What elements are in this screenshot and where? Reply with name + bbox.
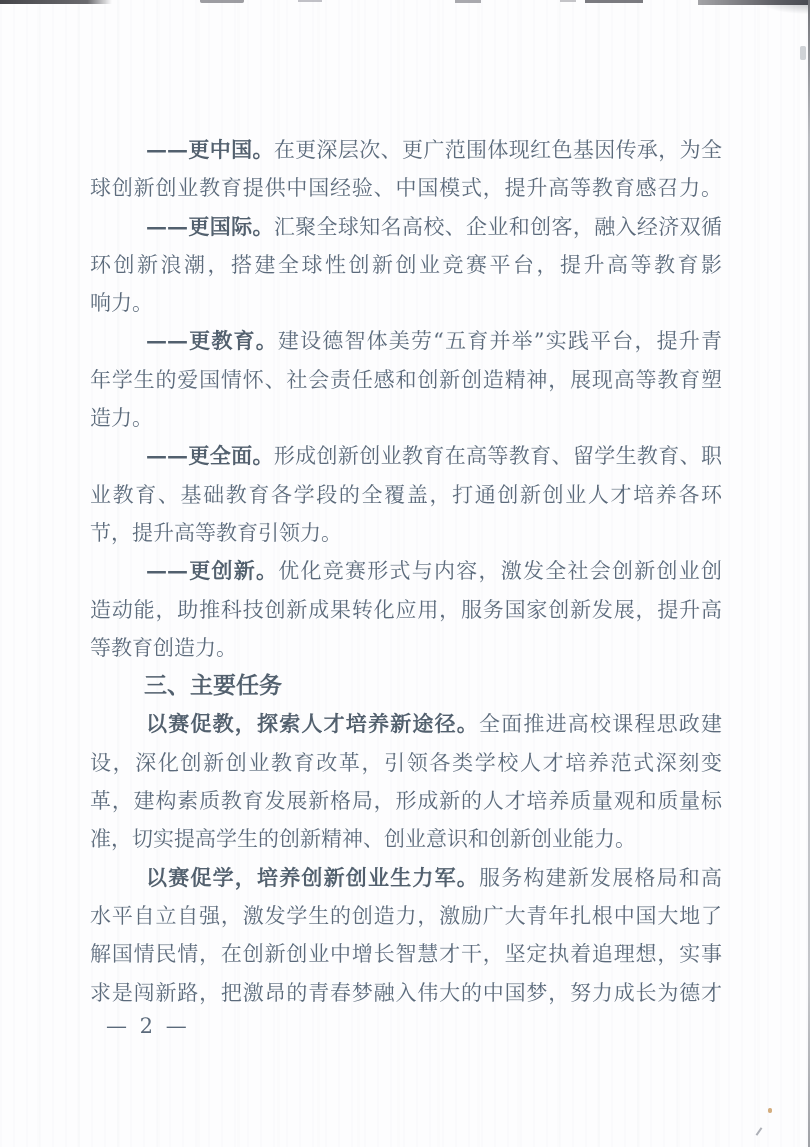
text-segment: 环创新浪潮，搭建全球性创新创业竞赛平台，提升高等教育影 (90, 252, 722, 277)
scan-artifact-top-mark (455, 0, 481, 3)
text-segment: ——更教育。 (146, 328, 278, 354)
text-line (90, 208, 722, 246)
scan-artifact-speck (768, 1108, 772, 1113)
text-line (90, 284, 722, 322)
text-segment: 求是闯新路，把激昂的青春梦融入伟大的中国梦，努力成长为德才 (90, 980, 722, 1005)
scan-artifact-right-mark (800, 46, 806, 60)
text-segment: ——更国际。 (146, 213, 274, 239)
text-segment: ——更创新。 (146, 558, 279, 584)
scan-artifact-top-left-bar (0, 0, 112, 4)
scan-artifact-top-mark (585, 0, 643, 3)
text-line (90, 705, 722, 743)
text-line (90, 131, 722, 169)
text-line (90, 859, 722, 897)
text-segment: 以赛促学，培养创新创业生力军。 (146, 864, 479, 890)
text-segment: 等教育创造力。 (90, 635, 237, 660)
text-segment: 以赛促教，探索人才培养新途径。 (146, 711, 479, 737)
text-line (90, 399, 722, 437)
text-segment: 服务构建新发展格局和高 (479, 865, 722, 890)
text-line (90, 591, 722, 629)
text-line (90, 437, 722, 475)
scan-artifact-top-mark (298, 0, 322, 2)
text-segment: 水平自立自强，激发学生的创造力，激励广大青年扎根中国大地了 (90, 903, 722, 928)
text-segment: 汇聚全球知名高校、企业和创客，融入经济双循 (273, 214, 722, 239)
text-segment: 三、主要任务 (144, 673, 282, 700)
text-segment: 形成创新创业教育在高等教育、留学生教育、职 (273, 444, 722, 469)
scan-artifact-top-right-bar (698, 0, 810, 5)
scan-artifact-speck (756, 1127, 763, 1136)
text-line (90, 169, 722, 207)
text-segment: 造力。 (90, 406, 153, 431)
text-segment: 解国情民情，在创新创业中增长智慧才干，坚定执着追理想，实事 (90, 942, 722, 967)
text-segment: 建设德智体美劳“五育并举”实践平台，提升青 (277, 329, 722, 354)
scan-artifact-top-mark (560, 0, 576, 2)
text-segment: 年学生的爱国情怀、社会责任感和创新创造精神，展现高等教育塑 (90, 367, 722, 392)
section-heading (90, 667, 722, 705)
text-line (90, 476, 722, 514)
text-line (90, 322, 722, 360)
text-line (90, 820, 722, 858)
scan-artifact-top-mark (200, 0, 244, 3)
text-segment: 节，提升高等教育引领力。 (90, 520, 342, 545)
text-segment: 革，建构素质教育发展新格局，形成新的人才培养质量观和质量标 (90, 789, 722, 814)
text-segment: 优化竞赛形式与内容，激发全社会创新创业创 (278, 559, 722, 584)
text-segment: 响力。 (90, 291, 153, 316)
scan-artifact-corner-smudge (758, 0, 810, 14)
text-segment: 球创新创业教育提供中国经验、中国模式，提升高等教育感召力。 (90, 176, 722, 201)
text-line (90, 246, 722, 284)
text-segment: 业教育、基础教育各学段的全覆盖，打通创新创业人才培养各环 (90, 482, 722, 507)
text-line (90, 897, 722, 935)
text-segment: ——更全面。 (146, 443, 274, 469)
document-text (90, 131, 722, 1012)
text-segment: 准，切实提高学生的创新精神、创业意识和创新创业能力。 (90, 827, 636, 852)
text-line (90, 629, 722, 667)
text-segment: ——更中国。 (146, 137, 274, 162)
text-segment: 设，深化创新创业教育改革，引领各类学校人才培养范式深刻变 (90, 750, 722, 775)
text-line (90, 361, 722, 399)
text-line (90, 782, 722, 820)
text-line (90, 552, 722, 590)
text-line (90, 935, 722, 973)
text-segment: 造动能，助推科技创新成果转化应用，服务国家创新发展，提升高 (90, 597, 722, 622)
page-number: — 2 — (106, 1014, 190, 1038)
text-segment: 在更深层次、更广范围体现红色基因传承，为全 (273, 138, 722, 162)
text-line (90, 514, 722, 552)
text-segment: 全面推进高校课程思政建 (479, 712, 722, 737)
text-line (90, 744, 722, 782)
